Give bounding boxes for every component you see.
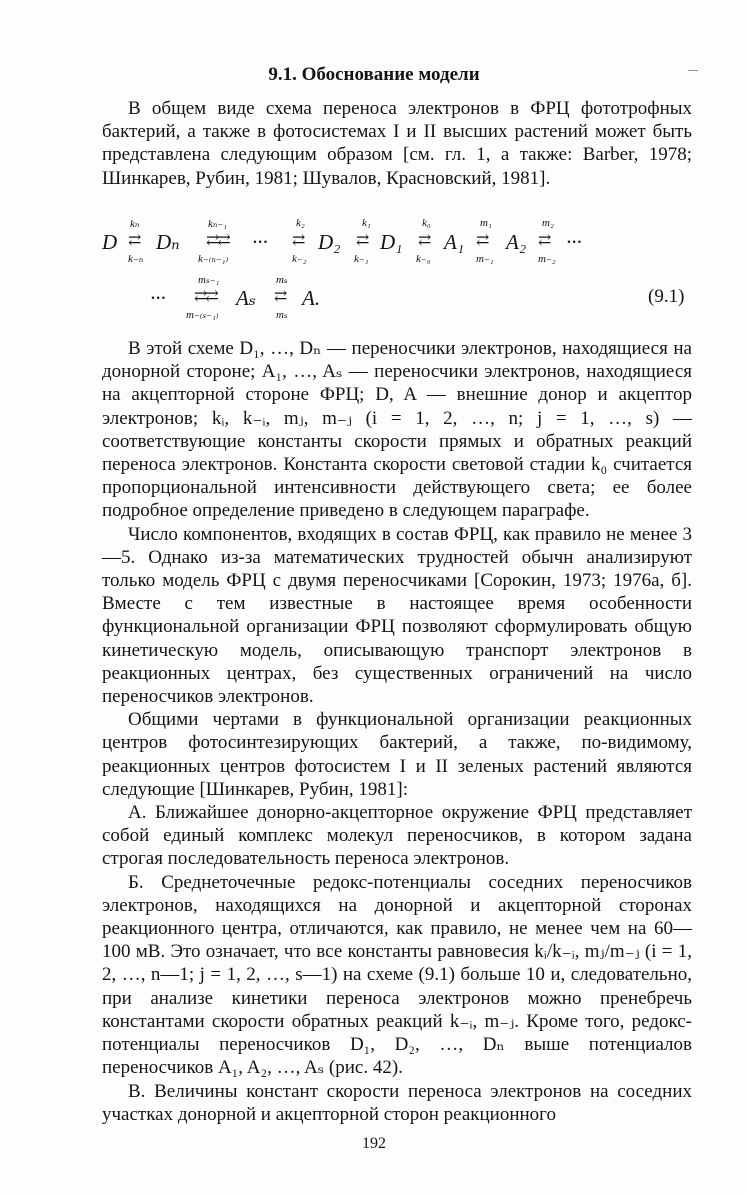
formula-rate-constant: k₋ₙ [128, 253, 144, 265]
text-block-bottom [102, 337, 692, 1126]
page-number: 192 [362, 1135, 386, 1152]
formula-rate-constant: k₋₀ [416, 253, 431, 265]
equilibrium-arrow-icon: ⇄⇄ [194, 288, 217, 305]
formula-rate-constant: kₙ [130, 218, 140, 230]
equilibrium-arrow-icon: ⇄ [418, 232, 432, 249]
paragraph: В этой схеме D₁, …, Dₙ — переносчики электронов, находящиеся на донорной стороне; A₁, …, Aₛ — переносчики электронов, находящиеся на акцепторной стороне ФРЦ; D, A — внешние донор и акцептор электронов; kᵢ, k₋ᵢ, mⱼ, m₋ⱼ (i = 1, 2, …, n; j = 1, …, s) — соответствующие константы скорости прямых и обратных реакций переноса электронов. Константа скорости световой стадии k₀ считается пропорциональной интенсивности действующего света; ее более подробное определение приведено в следующем параграфе. [102, 338, 692, 522]
section-heading: 9.1. Обоснование модели [268, 64, 480, 85]
formula-rate-constant: kₙ₋₁ [208, 218, 227, 230]
equilibrium-arrow-icon: ⇄ [292, 232, 306, 249]
formula-rate-constant: m₋₁ [476, 253, 494, 265]
paragraph: Б. Среднеточечные редокс-потенциалы соседних переносчиков электронов, находящихся на донорной и акцепторной сторонах реакционного центра, отличаются, как правило, не менее чем на 60—100 мВ. Это означает, что все константы равновесия kᵢ/k₋ᵢ, mⱼ/m₋ⱼ (i = 1, 2, …, n—1; j = 1, 2, …, s—1) на схеме (9.1) больше 10 и, следовательно, при анализе кинетики переноса электронов можно пренебречь константами скорости обратных реакций k₋ᵢ, m₋ⱼ. Кроме того, редокс-потенциалы переносчиков D₁, D₂, …, Dₙ выше потенциалов переносчиков A₁, A₂, …, Aₛ (рис. 42). [102, 871, 692, 1079]
formula-rate-constant: k₀ [422, 217, 431, 229]
text-block-top [102, 97, 692, 190]
formula-symbol: D [102, 230, 118, 254]
paragraph: Число компонентов, входящих в состав ФРЦ, как правило не менее 3—5. Однако из-за математических трудностей обычн анализируют только модель ФРЦ с двумя переносчиками [Сорокин, 1973; 1976а, б]. Вместе с тем известные в настоящее время особенности функциональной организации ФРЦ позволяют сформулировать общую кинетическую модель, описывающую транспорт электронов в реакционных центрах, без существенных ограничений на число переносчиков электронов. [102, 523, 692, 708]
formula-rate-constant: m₋₍ₛ₋₁₎ [186, 309, 219, 321]
formula-rate-constant: k₋₂ [292, 253, 307, 265]
formula-symbol: D₂ [318, 230, 341, 254]
equilibrium-arrow-icon: ⇄ [476, 232, 490, 249]
formula-symbol: A₂ [506, 230, 527, 254]
equilibrium-arrow-icon: ⇄⇄ [206, 232, 229, 249]
formula-rate-constant: m₋₂ [538, 253, 556, 265]
formula-symbol: Dₙ [156, 230, 180, 254]
formula-rate-constant: k₂ [296, 217, 305, 229]
equilibrium-arrow-icon: ⇄ [356, 232, 370, 249]
formula-rate-constant: k₁ [362, 217, 371, 229]
formula-symbol: A₁ [444, 230, 465, 254]
formula-symbol: A. [302, 286, 321, 310]
formula-rate-constant: mₛ₋₁ [198, 274, 220, 286]
formula-ellipsis: ··· [150, 286, 166, 310]
paragraph: Общими чертами в функциональной организации реакционных центров фотосинтезирующих бактерий, а также, по-видимому, реакционных центров фотосистем I и II зеленых растений являются следующие [Шинкарев, Рубин, 1981]: [102, 709, 692, 800]
formula-rate-constant: m₁ [480, 217, 492, 229]
formula-symbol: Aₛ [236, 286, 256, 310]
formula-rate-constant: mₛ [276, 274, 288, 286]
equation-number: (9.1) [648, 286, 685, 307]
equilibrium-arrow-icon: ⇄ [274, 288, 288, 305]
equilibrium-arrow-icon: ⇄ [538, 232, 552, 249]
formula-ellipsis: ··· [566, 230, 582, 254]
formula-rate-constant: k₋₁ [354, 253, 369, 265]
formula-rate-constant: k₋₍ₙ₋₁₎ [198, 253, 229, 265]
equilibrium-arrow-icon: ⇄ [128, 232, 142, 249]
paragraph: В общем виде схема переноса электронов в ФРЦ фототрофных бактерий, а также в фотосистемах I и II высших растений может быть представлена следующим образом [см. гл. 1, а также: Barber, 1978; Шинкарев, Рубин, 1981; Шувалов, Красновский, 1981]. [102, 98, 692, 189]
formula-ellipsis: ··· [252, 230, 268, 254]
formula-symbol: D₁ [380, 230, 403, 254]
paragraph: В. Величины констант скорости переноса электронов на соседних участках донорной и акцепторной сторон реакционного [102, 1080, 692, 1125]
paragraph: А. Ближайшее донорно-акцепторное окружение ФРЦ представляет собой единый комплекс молекул переносчиков, в котором задана строгая последовательность переноса электронов. [102, 802, 692, 870]
formula-rate-constant: m₂ [542, 217, 554, 229]
formula-rate-constant: mₛ [276, 309, 288, 321]
